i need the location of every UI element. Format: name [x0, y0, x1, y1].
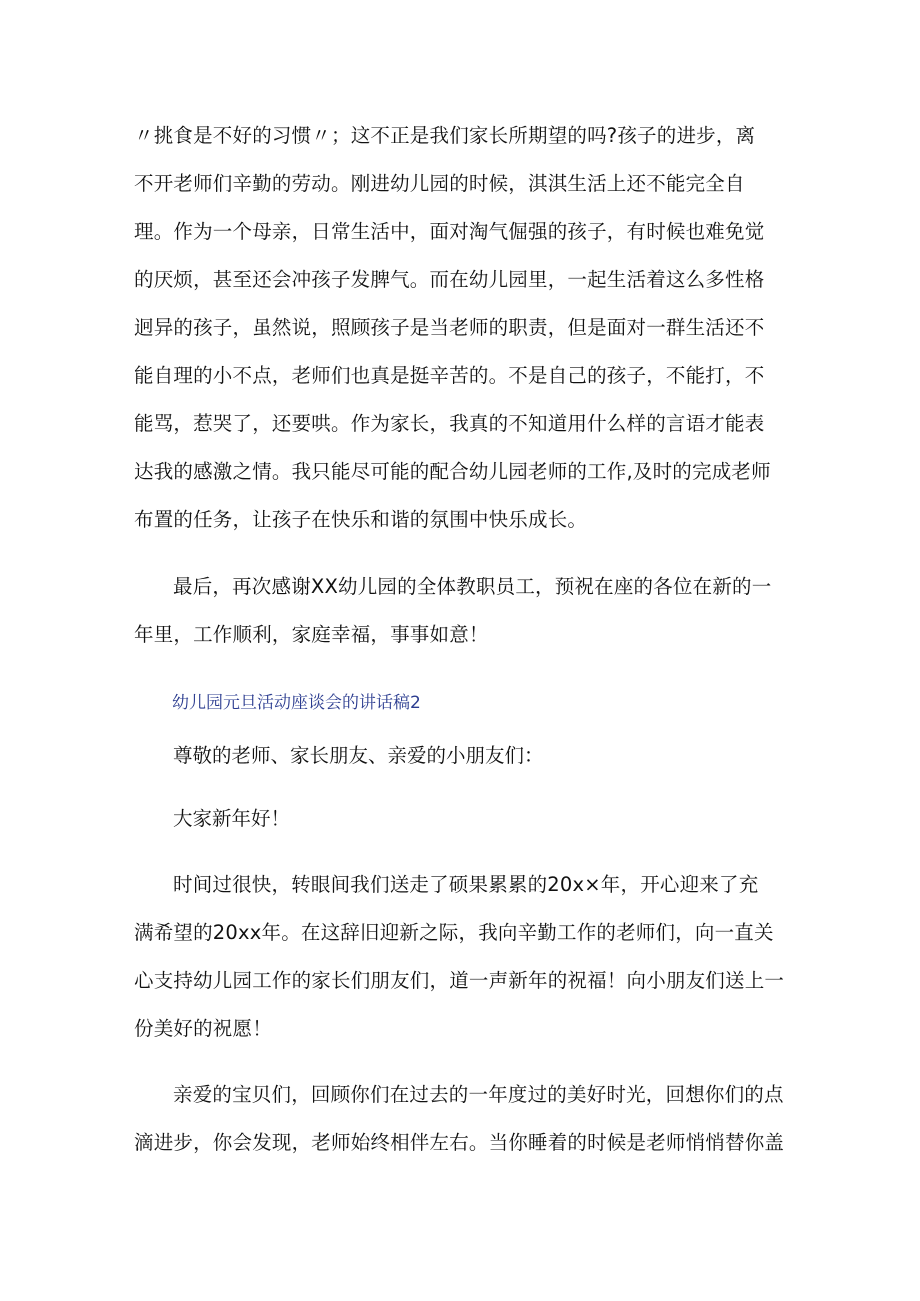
text-line: 份美好的祝愿！: [134, 1017, 272, 1040]
text-line: 年里，工作顺利，家庭幸福，事事如意！: [134, 623, 489, 646]
text-line: 不开老师们辛勤的劳动。刚进幼儿园的时候，淇淇生活上还不能完全自: [134, 172, 745, 195]
paragraph-dear-kids: [134, 1071, 796, 1167]
text-line: 的厌烦，甚至还会冲孩子发脾气。而在幼儿园里，一起生活着这么多性格: [134, 268, 765, 291]
text-line: 布置的任务，让孩子在快乐和谐的氛围中快乐成长。: [134, 508, 588, 531]
text-line: 达我的感激之情。我只能尽可能的配合幼儿园老师的工作,及时的完成老师: [134, 460, 771, 483]
text-line: 滴进步，你会发现，老师始终相伴左右。当你睡着的时候是老师悄悄替你盖: [134, 1131, 785, 1154]
paragraph-new-year: [134, 861, 796, 1053]
paragraph-closing-wishes: [134, 563, 796, 659]
text-line: 满希望的20xx年。在这辞旧迎新之际，我向辛勤工作的老师们，向一直关: [134, 921, 774, 944]
text-line: 〃挑食是不好的习惯〃；这不正是我们家长所期望的吗?孩子的进步，离: [134, 124, 756, 147]
text-line: 最后，再次感谢XX幼儿园的全体教职员工，预祝在座的各位在新的一: [173, 575, 772, 598]
salutation: 尊敬的老师、家长朋友、亲爱的小朋友们：: [173, 744, 544, 767]
text-line: 理。作为一个母亲，日常生活中，面对淘气倔强的孩子，有时候也难免觉: [134, 220, 765, 243]
paragraph-parent-thanks: [134, 112, 796, 544]
text-line: 能自理的小不点，老师们也真是挺辛苦的。不是自己的孩子，不能打，不: [134, 364, 765, 387]
text-line: 亲爱的宝贝们，回顾你们在过去的一年度过的美好时光，回想你们的点: [173, 1083, 784, 1106]
text-line: 心支持幼儿园工作的家长们朋友们，道一声新年的祝福！向小朋友们送上一: [134, 969, 785, 992]
text-line: 迥异的孩子，虽然说，照顾孩子是当老师的职责，但是面对一群生活还不: [134, 316, 765, 339]
greeting: 大家新年好！: [173, 807, 291, 830]
section-heading: 幼儿园元旦活动座谈会的讲话稿2: [172, 693, 421, 713]
text-line: 能骂，惹哭了，还要哄。作为家长，我真的不知道用什么样的言语才能表: [134, 412, 765, 435]
text-line: 时间过很快，转眼间我们送走了硕果累累的20x×年，开心迎来了充: [173, 873, 759, 896]
